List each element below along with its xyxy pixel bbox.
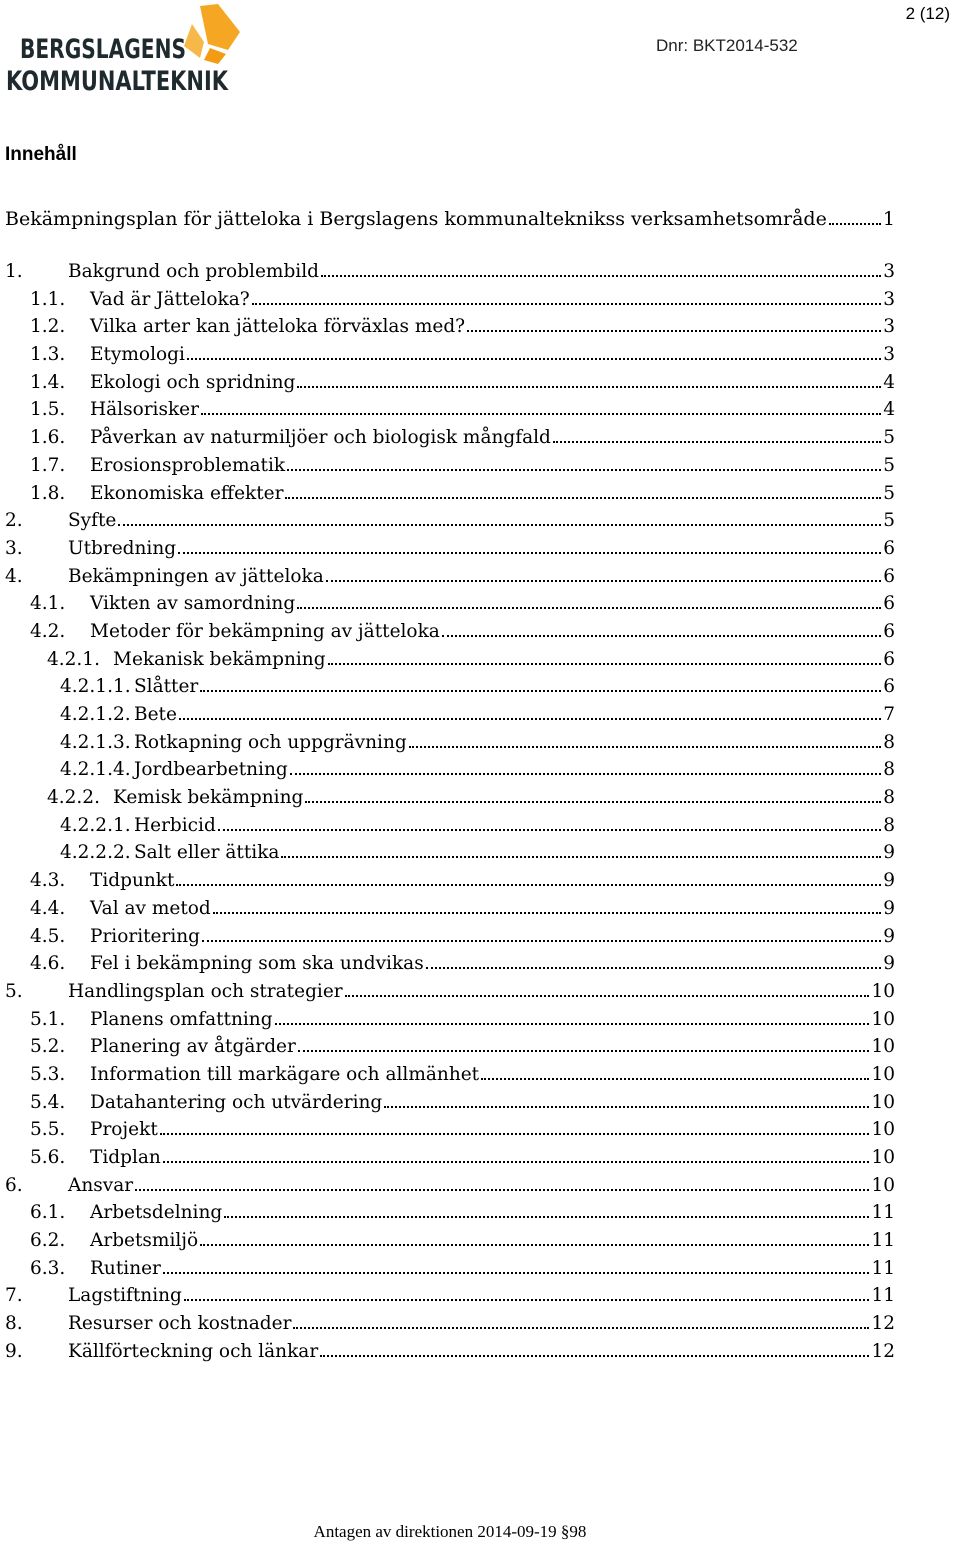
toc-entry-number: 1.4.	[30, 371, 66, 393]
toc-entry-number: 4.6.	[30, 953, 66, 975]
toc-entry-page: 6	[883, 676, 895, 698]
toc-entry-text: Erosionsproblematik	[90, 454, 286, 476]
toc-entry-number: 4.2.1.3.	[60, 731, 131, 753]
toc-leader	[187, 358, 881, 360]
toc-entry-number: 4.3.	[30, 870, 66, 892]
toc-entry-number: 8.	[5, 1313, 23, 1335]
toc-entry-page: 8	[883, 759, 895, 781]
toc-entry-line	[68, 1285, 895, 1306]
toc-entry[interactable]	[0, 759, 960, 787]
toc-entry-number: 5.6.	[30, 1147, 66, 1168]
toc-entry-page: 10	[871, 1036, 895, 1058]
toc-list	[0, 261, 960, 1369]
toc-entry-number: 3.	[5, 537, 23, 559]
toc-entry[interactable]	[0, 1147, 960, 1175]
toc-entry-line	[113, 787, 895, 808]
toc-entry-line	[68, 1175, 895, 1196]
toc-entry-number: 4.2.1.2.	[60, 704, 131, 725]
toc-entry-number: 1.3.	[30, 344, 66, 366]
toc-entry-page: 6	[883, 593, 895, 615]
toc-entry-page: 12	[871, 1313, 895, 1335]
toc-entry-line	[90, 1009, 895, 1030]
toc-entry-text: Ansvar	[68, 1174, 134, 1196]
toc-leader	[176, 884, 881, 886]
toc-entry-page: 6	[883, 620, 895, 642]
toc-entry[interactable]	[0, 1119, 960, 1147]
toc-leader	[467, 330, 881, 332]
toc-title-text: Bekämpningsplan för jätteloka i Bergslagens kommunalteknikss verksamhetsområde	[5, 208, 827, 230]
toc-entry[interactable]	[0, 621, 960, 649]
toc-entry[interactable]	[0, 261, 960, 289]
toc-entry-text: Arbetsdelning	[90, 1202, 223, 1224]
toc-entry-text: Metoder för bekämpning av jätteloka	[90, 620, 440, 642]
toc-entry-page: 7	[883, 704, 895, 725]
toc-leader	[135, 1189, 869, 1191]
toc-entry-number: 2.	[5, 510, 23, 532]
toc-leader	[163, 1272, 870, 1274]
toc-entry-page: 3	[883, 316, 895, 338]
toc-entry-line	[90, 1230, 895, 1251]
toc-entry-text: Utbredning	[68, 537, 177, 559]
toc-entry-text: Rotkapning och uppgrävning	[134, 731, 407, 753]
toc-entry-text: Vad är Jätteloka?	[90, 288, 250, 310]
toc-entry-page: 4	[883, 371, 895, 393]
toc-leader	[442, 635, 881, 637]
toc-leader	[297, 386, 881, 388]
toc-entry-text: Planering av åtgärder	[90, 1036, 296, 1058]
toc-entry-line	[90, 1036, 895, 1057]
toc-entry[interactable]	[0, 953, 960, 981]
toc-entry-number: 5.3.	[30, 1063, 66, 1085]
toc-entry-text: Arbetsmiljö	[90, 1230, 199, 1252]
toc-entry-line	[90, 1064, 895, 1085]
toc-entry-page: 8	[883, 814, 895, 836]
toc-entry-line	[90, 1202, 895, 1223]
toc-entry-page: 6	[883, 537, 895, 559]
toc-entry-text: Tidplan	[90, 1147, 161, 1168]
toc-leader	[275, 1023, 870, 1025]
toc-entry-line	[90, 316, 895, 337]
toc-entry-number: 1.2.	[30, 316, 66, 338]
toc-entry-page: 11	[871, 1202, 895, 1224]
toc-entry[interactable]	[0, 732, 960, 760]
toc-entry-text: Syfte	[68, 510, 117, 532]
toc-entry[interactable]	[0, 316, 960, 344]
toc-entry-page: 8	[883, 731, 895, 753]
toc-entry-text: Slåtter	[134, 676, 199, 698]
footer-approval: Antagen av direktionen 2014-09-19 §98	[313, 1522, 587, 1541]
logo-line1: BERGSLAGENS	[20, 34, 186, 65]
toc-entry-line	[90, 870, 895, 891]
toc-leader	[118, 524, 881, 526]
toc-leader	[202, 940, 881, 942]
toc-entry-page: 11	[871, 1230, 895, 1252]
toc-leader	[252, 303, 882, 305]
toc-leader	[481, 1078, 869, 1080]
toc-entry-page: 11	[871, 1285, 895, 1307]
toc-entry[interactable]	[0, 842, 960, 870]
toc-leader	[290, 773, 882, 775]
toc-entry-line	[90, 593, 895, 614]
toc-entry-line	[90, 1258, 895, 1279]
toc-entry-line	[113, 649, 895, 670]
toc-leader	[287, 469, 881, 471]
toc-entry-number: 4.2.1.1.	[60, 676, 131, 698]
toc-entry-line	[90, 1119, 895, 1140]
toc-leader	[321, 275, 881, 277]
toc-entry[interactable]	[0, 455, 960, 483]
toc-leader	[384, 1106, 869, 1108]
toc-entry-text: Mekanisk bekämpning	[113, 648, 326, 670]
toc-entry-line	[134, 704, 895, 725]
toc-entry-page: 10	[871, 1008, 895, 1030]
toc-entry-number: 6.1.	[30, 1202, 66, 1224]
toc-entry-number: 4.2.2.1.	[60, 814, 131, 836]
toc-entry-number: 4.	[5, 565, 23, 587]
toc-entry-page: 5	[883, 427, 895, 449]
document-number: Dnr: BKT2014-532	[656, 36, 798, 55]
toc-entry-text: Herbicid	[134, 814, 216, 836]
toc-entry-text: Hälsorisker	[90, 399, 199, 421]
toc-heading: Innehåll	[5, 144, 77, 165]
toc-entry-page: 9	[883, 953, 895, 975]
toc-entry[interactable]	[0, 1285, 960, 1313]
toc-entry-number: 4.2.	[30, 620, 66, 642]
toc-entry-number: 4.2.2.	[47, 787, 100, 809]
toc-entry[interactable]	[0, 399, 960, 427]
toc-entry-text: Projekt	[90, 1119, 158, 1141]
toc-entry-text: Ekonomiska effekter	[90, 482, 284, 504]
toc-entry-line	[134, 842, 895, 863]
toc-entry-page: 6	[883, 565, 895, 587]
toc-entry-line	[68, 538, 895, 559]
toc-entry-text: Tidpunkt	[90, 870, 175, 892]
toc-entry[interactable]	[0, 372, 960, 400]
toc-entry-text: Resurser och kostnader	[68, 1313, 292, 1335]
toc-entry[interactable]	[0, 1230, 960, 1258]
toc-entry-number: 5.1.	[30, 1008, 66, 1030]
toc-leader	[201, 413, 881, 415]
toc-entry-line	[90, 455, 895, 476]
toc-entry-number: 4.1.	[30, 593, 66, 615]
toc-leader	[426, 967, 882, 969]
toc-entry[interactable]	[0, 1202, 960, 1230]
toc-entry-text: Val av metod	[90, 897, 211, 919]
toc-entry[interactable]	[0, 1313, 960, 1341]
toc-entry-page: 10	[871, 980, 895, 1002]
toc-entry-line	[90, 898, 895, 919]
toc-entry-line	[90, 1147, 895, 1168]
toc-entry-page: 4	[883, 399, 895, 421]
toc-entry-page: 10	[871, 1147, 895, 1168]
toc-entry-page: 8	[883, 787, 895, 809]
toc-leader	[200, 1244, 869, 1246]
toc-entry-text: Källförteckning och länkar	[68, 1340, 319, 1362]
toc-entry-page: 3	[883, 344, 895, 366]
toc-entry-text: Salt eller ättika	[134, 842, 280, 864]
toc-entry[interactable]	[0, 649, 960, 677]
toc-entry-page: 11	[871, 1257, 895, 1279]
toc-leader	[305, 801, 881, 803]
toc-entry-page: 5	[883, 482, 895, 504]
toc-leader	[213, 912, 881, 914]
toc-entry-page: 5	[883, 510, 895, 532]
toc-entry-page: 10	[871, 1174, 895, 1196]
toc-leader	[179, 718, 881, 720]
toc-leader	[409, 746, 882, 748]
toc-entry[interactable]	[0, 344, 960, 372]
toc-entry-text: Planens omfattning	[90, 1008, 273, 1030]
toc-entry-number: 7.	[5, 1285, 23, 1307]
toc-entry-number: 6.2.	[30, 1230, 66, 1252]
toc-entry-line	[134, 759, 895, 780]
toc-entry-text: Kemisk bekämpning	[113, 787, 304, 809]
toc-entry-text: Vikten av samordning	[90, 593, 296, 615]
toc-entry-line	[134, 732, 895, 753]
toc-entry-line	[90, 953, 895, 974]
toc-entry-number: 9.	[5, 1340, 23, 1362]
toc-entry-line	[90, 289, 895, 310]
toc-entry-number: 1.	[5, 261, 23, 282]
logo-flame-icon	[184, 4, 240, 64]
toc-entry[interactable]	[0, 704, 960, 732]
toc-entry-text: Datahantering och utvärdering	[90, 1091, 383, 1113]
toc-entry-text: Prioritering	[90, 925, 201, 947]
toc-entry[interactable]	[0, 593, 960, 621]
toc-entry-line	[68, 261, 895, 282]
toc-entry-number: 1.6.	[30, 427, 66, 449]
toc-entry[interactable]	[0, 566, 960, 594]
toc-entry-text: Fel i bekämpning som ska undvikas	[90, 953, 424, 975]
toc-entry-text: Information till markägare och allmänhet	[90, 1063, 480, 1085]
bergslagens-logo	[4, 2, 242, 97]
toc-leader	[297, 607, 881, 609]
toc-entry-number: 5.	[5, 980, 23, 1002]
toc-entry-page: 3	[883, 261, 895, 282]
toc-leader	[345, 995, 870, 997]
toc-entry[interactable]	[0, 538, 960, 566]
toc-entry-text: Vilka arter kan jätteloka förväxlas med?	[90, 316, 466, 338]
toc-entry-line	[90, 926, 895, 947]
toc-entry[interactable]	[0, 483, 960, 511]
toc-entry[interactable]	[0, 1092, 960, 1120]
toc-title-entry[interactable]	[5, 208, 895, 230]
toc-entry-page: 10	[871, 1119, 895, 1141]
toc-entry-line	[90, 344, 895, 365]
toc-entry-line	[68, 981, 895, 1002]
toc-leader	[163, 1161, 870, 1163]
toc-entry-text: Handlingsplan och strategier	[68, 980, 343, 1002]
toc-entry-number: 4.2.1.4.	[60, 759, 131, 781]
toc-entry[interactable]	[0, 427, 960, 455]
toc-entry[interactable]	[0, 289, 960, 317]
toc-entry-text: Etymologi	[90, 344, 185, 366]
toc-entry-text: Rutiner	[90, 1257, 161, 1279]
toc-entry-line	[68, 510, 895, 531]
toc-title-page: 1	[882, 208, 895, 230]
toc-entry-page: 10	[871, 1091, 895, 1113]
toc-entry-number: 5.4.	[30, 1091, 66, 1113]
toc-entry-number: 5.5.	[30, 1119, 66, 1141]
toc-entry-line	[90, 483, 895, 504]
toc-entry-number: 6.	[5, 1174, 23, 1196]
toc-leader	[328, 663, 882, 665]
toc-entry-line	[134, 815, 895, 836]
toc-entry[interactable]	[0, 1175, 960, 1203]
toc-entry-line	[68, 1341, 895, 1362]
toc-entry-number: 4.4.	[30, 897, 66, 919]
toc-entry-line	[90, 372, 895, 393]
toc-leader	[298, 1050, 870, 1052]
toc-entry[interactable]	[0, 1009, 960, 1037]
toc-entry[interactable]	[0, 815, 960, 843]
toc-entry-line	[90, 427, 895, 448]
toc-leader	[218, 829, 881, 831]
toc-entry-text: Bakgrund och problembild	[68, 261, 319, 282]
page-indicator: 2 (12)	[905, 4, 950, 23]
logo-line2: KOMMUNALTEKNIK	[6, 66, 229, 97]
toc-entry-number: 4.2.1.	[47, 648, 100, 670]
toc-entry[interactable]	[0, 981, 960, 1009]
toc-entry[interactable]	[0, 676, 960, 704]
toc-entry-text: Bete	[134, 704, 177, 725]
toc-entry-text: Ekologi och spridning	[90, 371, 296, 393]
toc-entry[interactable]	[0, 926, 960, 954]
toc-entry-page: 3	[883, 288, 895, 310]
toc-entry-page: 9	[883, 925, 895, 947]
toc-entry-page: 10	[871, 1063, 895, 1085]
toc-leader	[281, 856, 881, 858]
toc-entry-number: 1.1.	[30, 288, 66, 310]
toc-entry-number: 4.5.	[30, 925, 66, 947]
toc-entry[interactable]	[0, 1036, 960, 1064]
toc-entry[interactable]	[0, 898, 960, 926]
toc-entry-line	[134, 676, 895, 697]
toc-entry[interactable]	[0, 787, 960, 815]
toc-entry[interactable]	[0, 1258, 960, 1286]
toc-entry[interactable]	[0, 1064, 960, 1092]
toc-entry[interactable]	[0, 1341, 960, 1369]
toc-entry-line	[68, 1313, 895, 1334]
toc-entry-page: 12	[871, 1340, 895, 1362]
toc-leader	[829, 223, 881, 225]
toc-entry-text: Jordbearbetning	[134, 759, 288, 781]
toc-leader	[160, 1133, 870, 1135]
toc-entry-number: 4.2.2.2.	[60, 842, 131, 864]
toc-leader	[200, 690, 881, 692]
toc-entry-page: 9	[883, 842, 895, 864]
toc-entry[interactable]	[0, 870, 960, 898]
toc-entry-text: Påverkan av naturmiljöer och biologisk mångfald	[90, 427, 551, 449]
toc-leader	[293, 1327, 869, 1329]
toc-entry-page: 9	[883, 897, 895, 919]
toc-entry-page: 9	[883, 870, 895, 892]
toc-entry-number: 5.2.	[30, 1036, 66, 1058]
toc-leader	[224, 1216, 869, 1218]
toc-entry-number: 1.7.	[30, 454, 66, 476]
toc-entry-page: 6	[883, 648, 895, 670]
toc-leader	[553, 441, 881, 443]
toc-leader	[320, 1355, 869, 1357]
toc-leader	[285, 497, 881, 499]
toc-entry-text: Bekämpningen av jätteloka	[68, 565, 324, 587]
toc-entry-number: 1.5.	[30, 399, 66, 421]
toc-leader	[178, 552, 881, 554]
toc-entry-line	[68, 566, 895, 587]
toc-entry-page: 5	[883, 454, 895, 476]
toc-entry-line	[90, 621, 895, 642]
toc-entry-number: 1.8.	[30, 482, 66, 504]
toc-entry-text: Lagstiftning	[68, 1285, 182, 1307]
toc-leader	[184, 1299, 870, 1301]
toc-entry-line	[90, 399, 895, 420]
toc-entry[interactable]	[0, 510, 960, 538]
toc-entry-number: 6.3.	[30, 1257, 66, 1279]
toc-entry-line	[90, 1092, 895, 1113]
toc-leader	[326, 580, 881, 582]
